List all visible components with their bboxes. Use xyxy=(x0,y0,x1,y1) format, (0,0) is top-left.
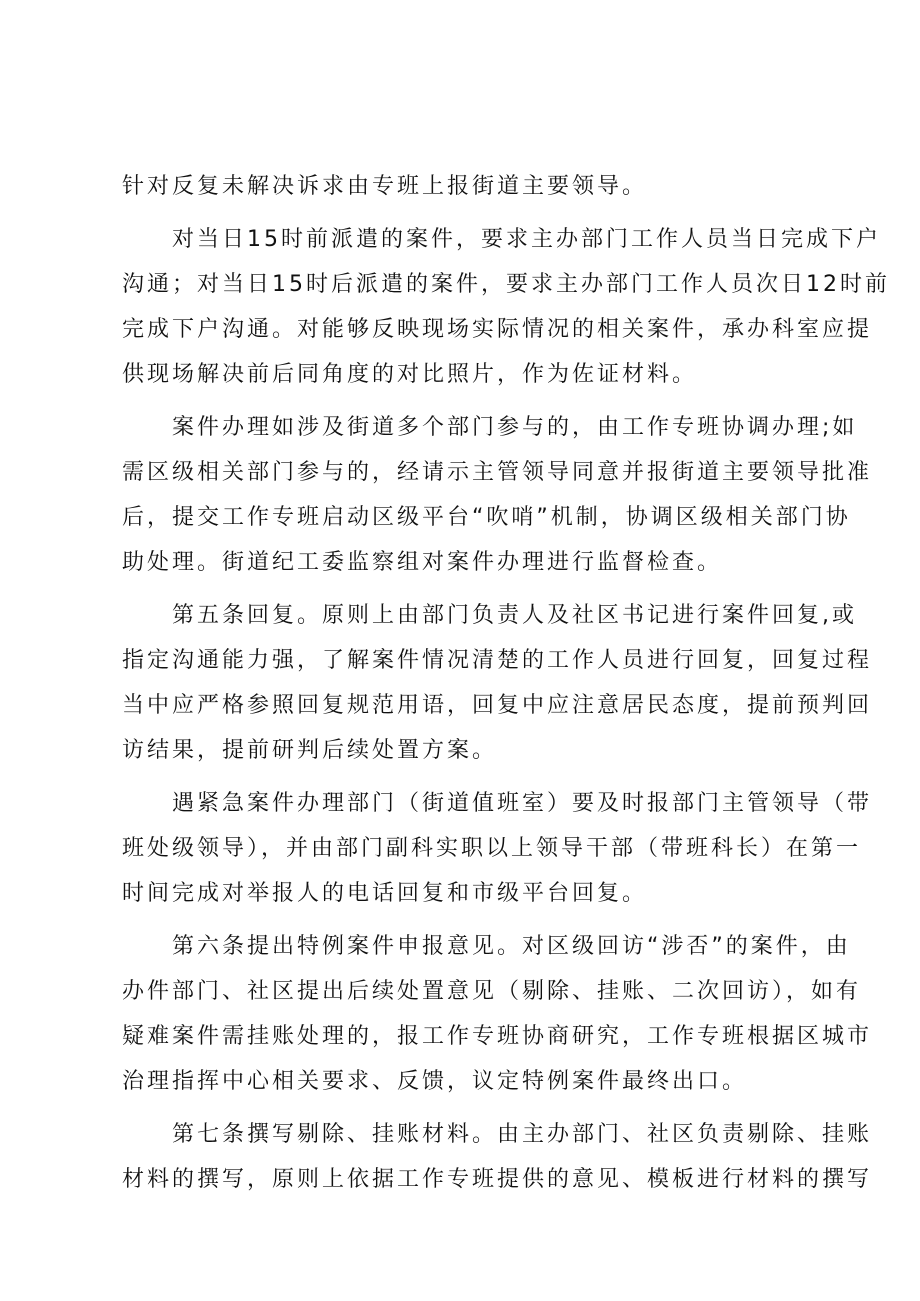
text-line: 疑难案件需挂账处理的，报工作专班协商研究，工作专班根据区城市 xyxy=(122,1024,873,1049)
paragraph-4 xyxy=(122,593,873,773)
text-line: 沟通；对当日15时后派遣的案件，要求主办部门工作人员次日12时前 xyxy=(122,272,890,297)
text-line: 材料的撰写，原则上依据工作专班提供的意见、模板进行材料的撰写 xyxy=(122,1167,873,1192)
paragraph-7 xyxy=(122,1112,873,1202)
text-line: 对当日15时前派遣的案件，要求主办部门工作人员当日完成下户 xyxy=(172,227,881,252)
text-line: 当中应严格参照回复规范用语，回复中应注意居民态度，提前预判回 xyxy=(122,693,873,718)
text-line: 完成下户沟通。对能够反映现场实际情况的相关案件，承办科室应提 xyxy=(122,317,873,342)
paragraph-6 xyxy=(122,924,873,1104)
text-line: 需区级相关部门参与的，经请示主管领导同意并报街道主要领导批准 xyxy=(122,460,873,485)
text-line: 助处理。街道纪工委监察组对案件办理进行监督检查。 xyxy=(122,550,723,575)
text-line: 第五条回复。原则上由部门负责人及社区书记进行案件回复,或 xyxy=(172,603,857,628)
text-line: 时间完成对举报人的电话回复和市级平台回复。 xyxy=(122,881,648,906)
text-line: 办件部门、社区提出后续处置意见（剔除、挂账、二次回访），如有 xyxy=(122,979,862,1004)
text-line: 访结果，提前研判后续处置方案。 xyxy=(122,738,498,763)
text-line: 针对反复未解决诉求由专班上报街道主要领导。 xyxy=(122,174,648,199)
text-line: 治理指挥中心相关要求、反馈，议定特例案件最终出口。 xyxy=(122,1069,748,1094)
text-line: 供现场解决前后同角度的对比照片，作为佐证材料。 xyxy=(122,362,698,387)
text-line: 班处级领导），并由部门副科实职以上领导干部（带班科长）在第一 xyxy=(122,836,862,861)
text-line: 遇紧急案件办理部门（街道值班室）要及时报部门主管领导（带 xyxy=(172,791,873,816)
paragraph-3 xyxy=(122,405,873,585)
text-line: 指定沟通能力强，了解案件情况清楚的工作人员进行回复，回复过程 xyxy=(122,648,873,673)
paragraph-2 xyxy=(122,217,890,397)
text-line: 案件办理如涉及街道多个部门参与的，由工作专班协调办理;如 xyxy=(172,415,858,440)
document-body xyxy=(122,164,890,1210)
text-line: 第七条撰写剔除、挂账材料。由主办部门、社区负责剔除、挂账 xyxy=(172,1122,873,1147)
text-line: 第六条提出特例案件申报意见。对区级回访“涉否”的案件，由 xyxy=(172,934,851,959)
paragraph-1 xyxy=(122,164,822,209)
paragraph-5 xyxy=(122,781,873,916)
text-line: 后，提交工作专班启动区级平台“吹哨”机制，协调区级相关部门协 xyxy=(122,505,851,530)
